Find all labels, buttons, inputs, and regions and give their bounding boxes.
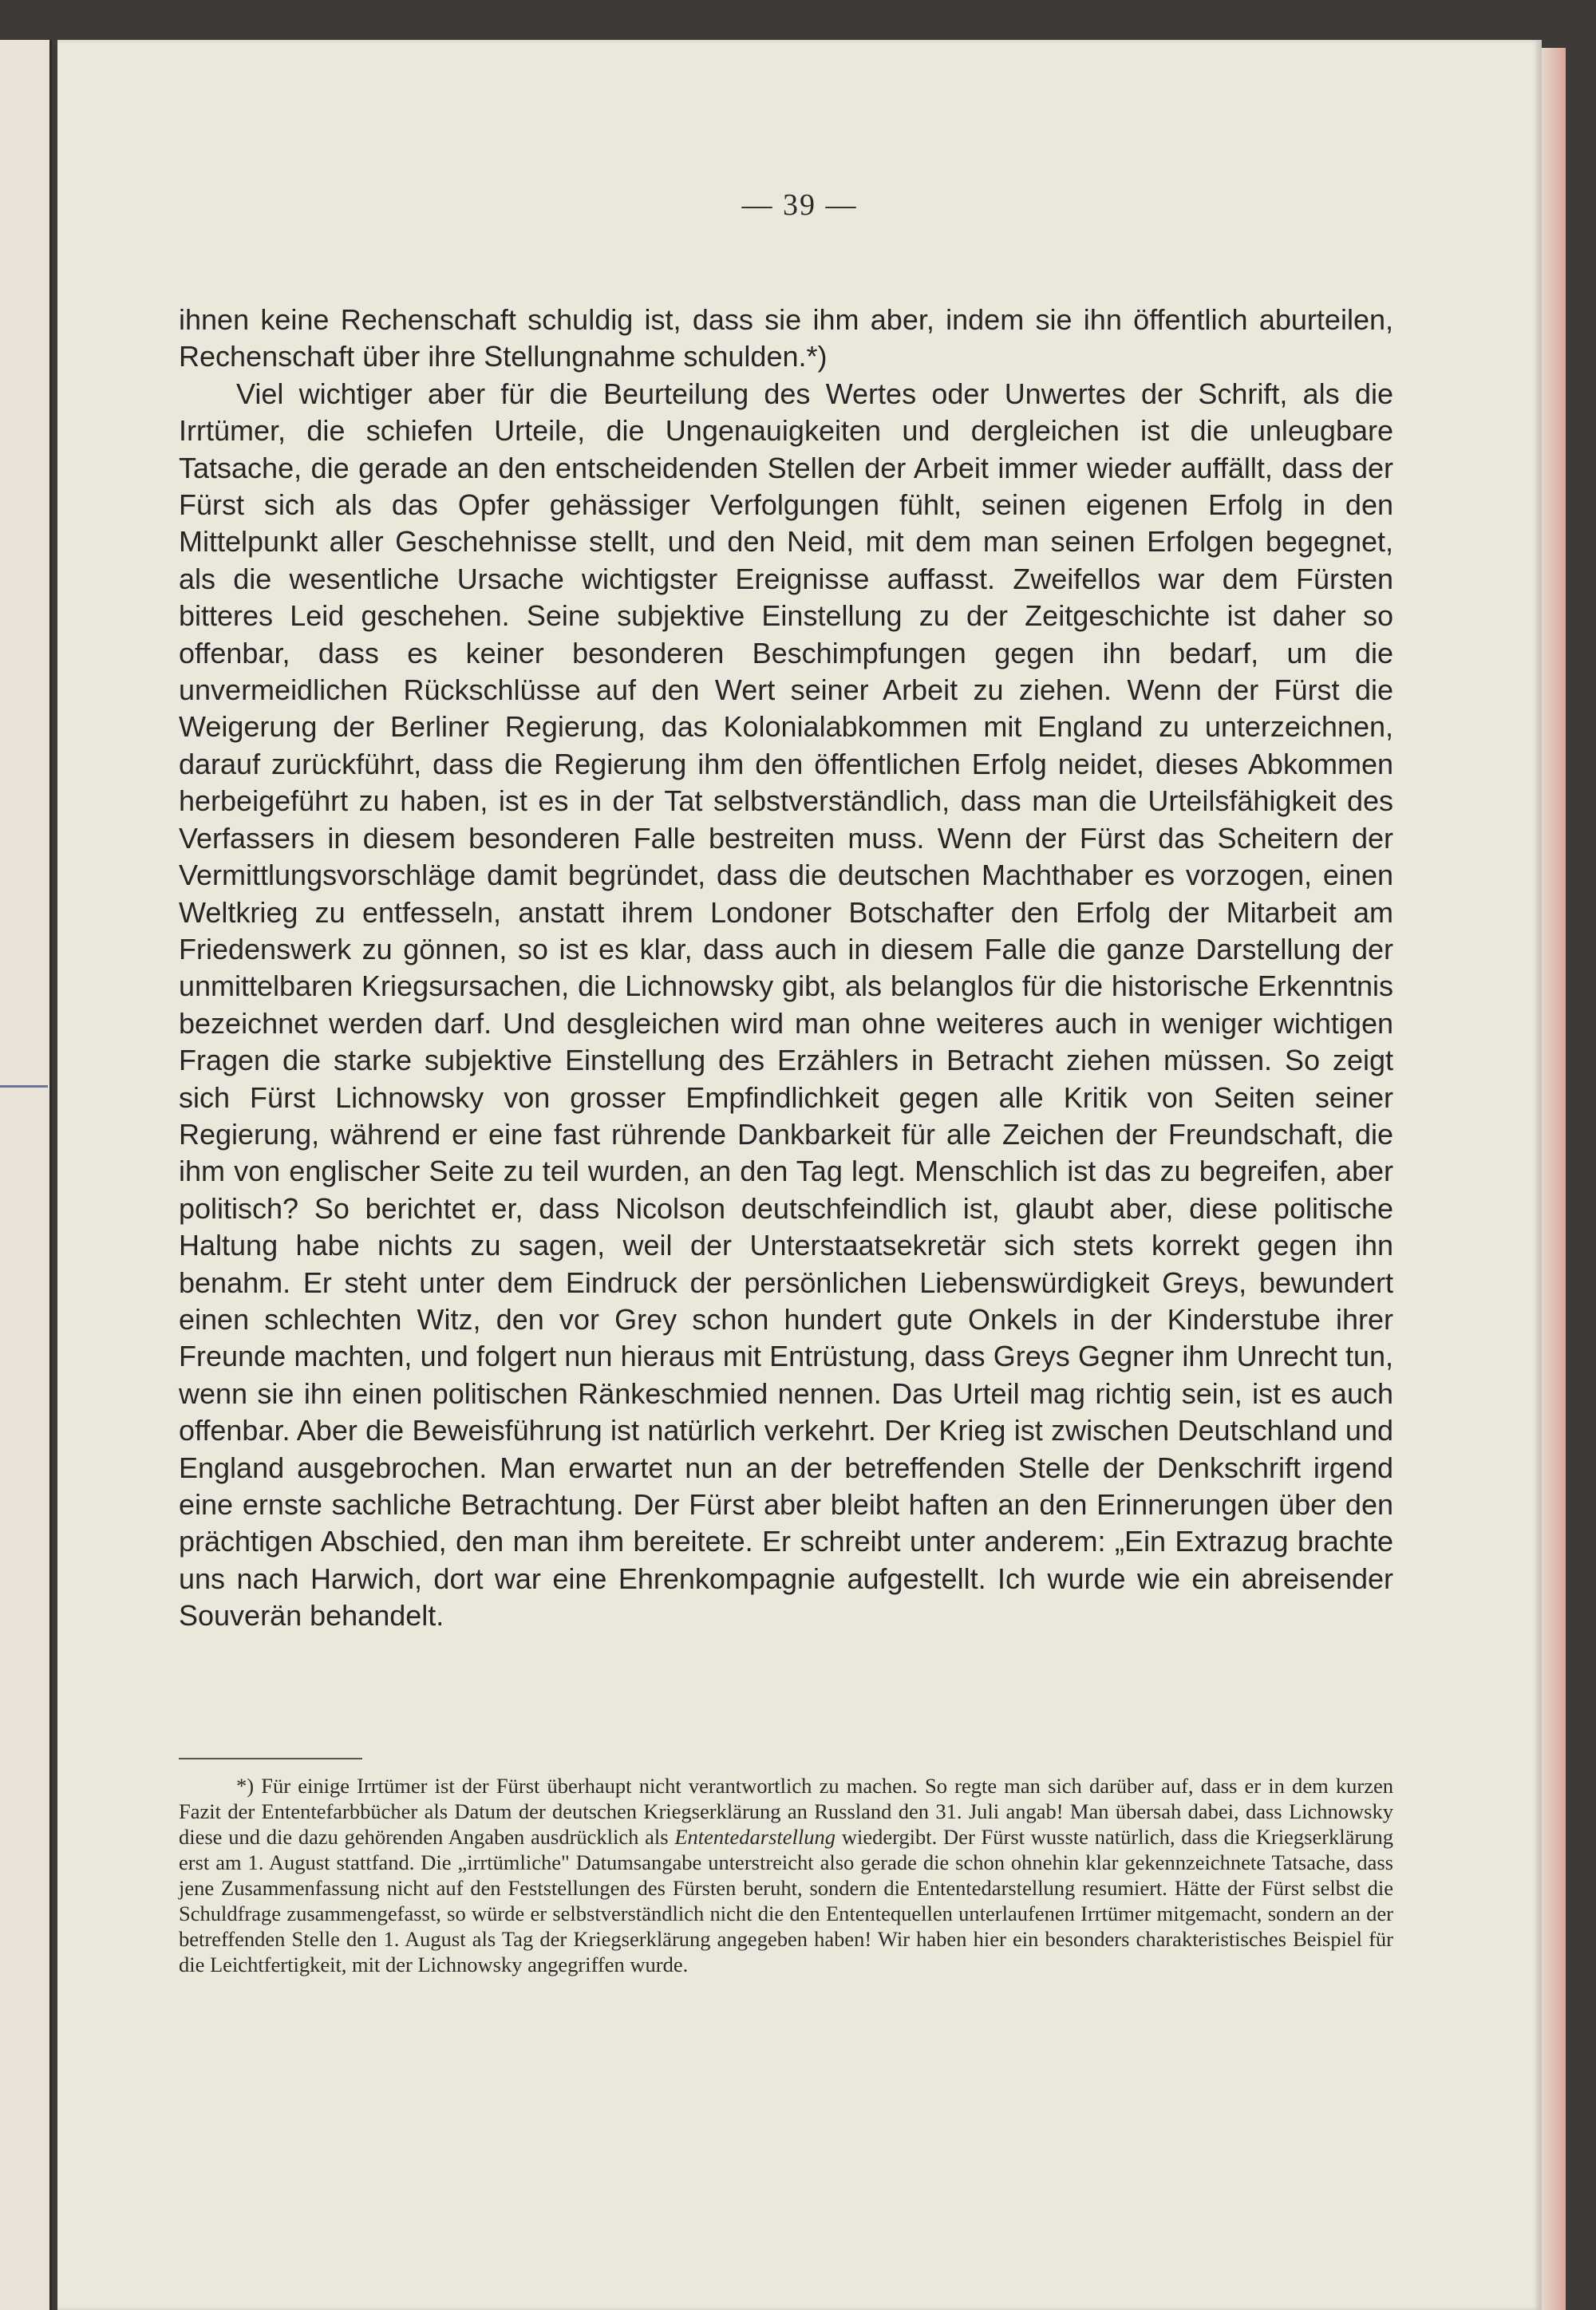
footnote-text: *) Für einige Irrtümer ist der Fürst überhaupt nicht verantwortlich zu machen. So regte man sich darüber auf, dass er in dem kurzen Fazit der Ententefarbbücher als Datum der deutschen Kriegserklärung an Russland den 31. Juli angab! Man übersah dabei, dass Lichnowsky diese und die dazu gehörenden Angaben ausdrücklich als (179, 1774, 1393, 1849)
page-edge-shading (1542, 48, 1566, 2310)
page-number: — 39 — (741, 188, 858, 222)
footnote-separator (179, 1758, 362, 1759)
footnote (179, 1773, 1393, 1977)
main-text (179, 302, 1393, 1635)
page-mark (0, 1085, 48, 1088)
book-page (57, 40, 1542, 2310)
footnote-text: wiedergibt. Der Fürst wusste natürlich, dass die Kriegserklärung erst am 1. August stattfand. Die „irrtümliche" Datumsangabe unterstreicht also gerade die schon ohnehin klar gekennzeichnete Tatsache, dass jene Zusammenfassung nicht auf den Feststellungen des Fürsten beruht, sondern die Ententedarstellung resumiert. Hätte der Fürst selbst die Schuldfrage zusammengefasst, so würde er selbstverständlich nicht die den Ententequellen unterlaufenen Irrtümer mitgemacht, sondern an der betreffenden Stelle den 1. August als Tag der Kriegserklärung angegeben haben! Wir haben hier ein besonders charakteristisches Beispiel für die Leichtfertigkeit, mit der Lichnowsky angegriffen wurde. (179, 1825, 1393, 1976)
paragraph: ihnen keine Rechenschaft schuldig ist, dass sie ihm aber, indem sie ihn öffentlich aburteilen, Rechenschaft über ihre Stellungnahme schulden.*) (179, 303, 1393, 373)
footnote-emphasis: Ententedarstellung (674, 1825, 836, 1849)
adjacent-page-edge (0, 40, 52, 2310)
footnote-paragraph (179, 1773, 1393, 1977)
paragraph: Viel wichtiger aber für die Beurteilung des Wertes oder Unwertes der Schrift, als die Irrtümer, die schiefen Urteile, die Ungenauigkeiten und dergleichen ist die unleugbare Tatsache, die gerade an den entscheidenden Stellen der Arbeit immer wieder auffällt, dass der Fürst sich als das Opfer gehässiger Verfolgungen fühlt, seinen eigenen Erfolg in den Mittelpunkt aller Geschehnisse stellt, und den Neid, mit dem man seinen Erfolgen begegnet, als die wesentliche Ursache wichtigster Ereignisse auffasst. Zweifellos war dem Fürsten bitteres Leid geschehen. Seine subjektive Einstellung zu der Zeitgeschichte ist daher so offenbar, dass es keiner besonderen Beschimpfungen gegen ihn bedarf, um die unvermeidlichen Rückschlüsse auf den Wert seiner Arbeit zu ziehen. Wenn der Fürst die Weigerung der Berliner Regierung, das Kolonialabkommen mit England zu unterzeichnen, darauf zurückführt, dass die Regierung ihm den öffentlichen Erfolg neidet, dieses Abkommen herbeigeführt zu haben, ist es in der Tat selbstverständlich, dass man die Urteilsfähigkeit des Verfassers in diesem besonderen Falle bestreiten muss. Wenn der Fürst das Scheitern der Vermittlungsvorschläge damit begründet, dass die deutschen Machthaber es vorzogen, einen Weltkrieg zu entfesseln, anstatt ihrem Londoner Botschafter den Erfolg der Mitarbeit am Friedenswerk zu gönnen, so ist es klar, dass auch in diesem Falle die ganze Darstellung der unmittelbaren Kriegsursachen, die Lichnowsky gibt, als belanglos für die historische Erkenntnis bezeichnet werden darf. Und desgleichen wird man ohne weiteres auch in weniger wichtigen Fragen die starke subjektive Einstellung des Erzählers in Betracht ziehen müssen. So zeigt sich Fürst Lichnowsky von grosser Empfindlichkeit gegen alle Kritik von Seiten seiner Regierung, während er eine fast rührende Dankbarkeit für alle Zeichen der Freundschaft, die ihm von englischer Seite zu teil wurden, an den Tag legt. Menschlich ist das zu begreifen, aber politisch? So berichtet er, dass Nicolson deutschfeindlich ist, glaubt aber, diese politische Haltung habe nichts zu sagen, weil der Unterstaatsekretär sich stets korrekt gegen ihn benahm. Er steht unter dem Eindruck der persönlichen Liebenswürdigkeit Greys, bewundert einen schlechten Witz, den vor Grey schon hundert gute Onkels in der Kinderstube ihrer Freunde machten, und folgert nun hieraus mit Entrüstung, dass Greys Gegner ihm Unrecht tun, wenn sie ihn einen politischen Ränkeschmied nennen. Das Urteil mag richtig sein, ist es auch offenbar. Aber die Beweisführung ist natürlich verkehrt. Der Krieg ist zwischen Deutschland und England ausgebrochen. Man erwartet nun an der betreffenden Stelle der Denkschrift irgend eine ernste sachliche Betrachtung. Der Fürst aber bleibt haften an den Erinnerungen über den prächtigen Abschied, den man ihm bereitete. Er schreibt unter anderem: „Ein Extrazug brachte uns nach Harwich, dort war eine Ehrenkompagnie aufgestellt. Ich wurde wie ein abreisender Souverän behandelt. (179, 377, 1393, 1633)
